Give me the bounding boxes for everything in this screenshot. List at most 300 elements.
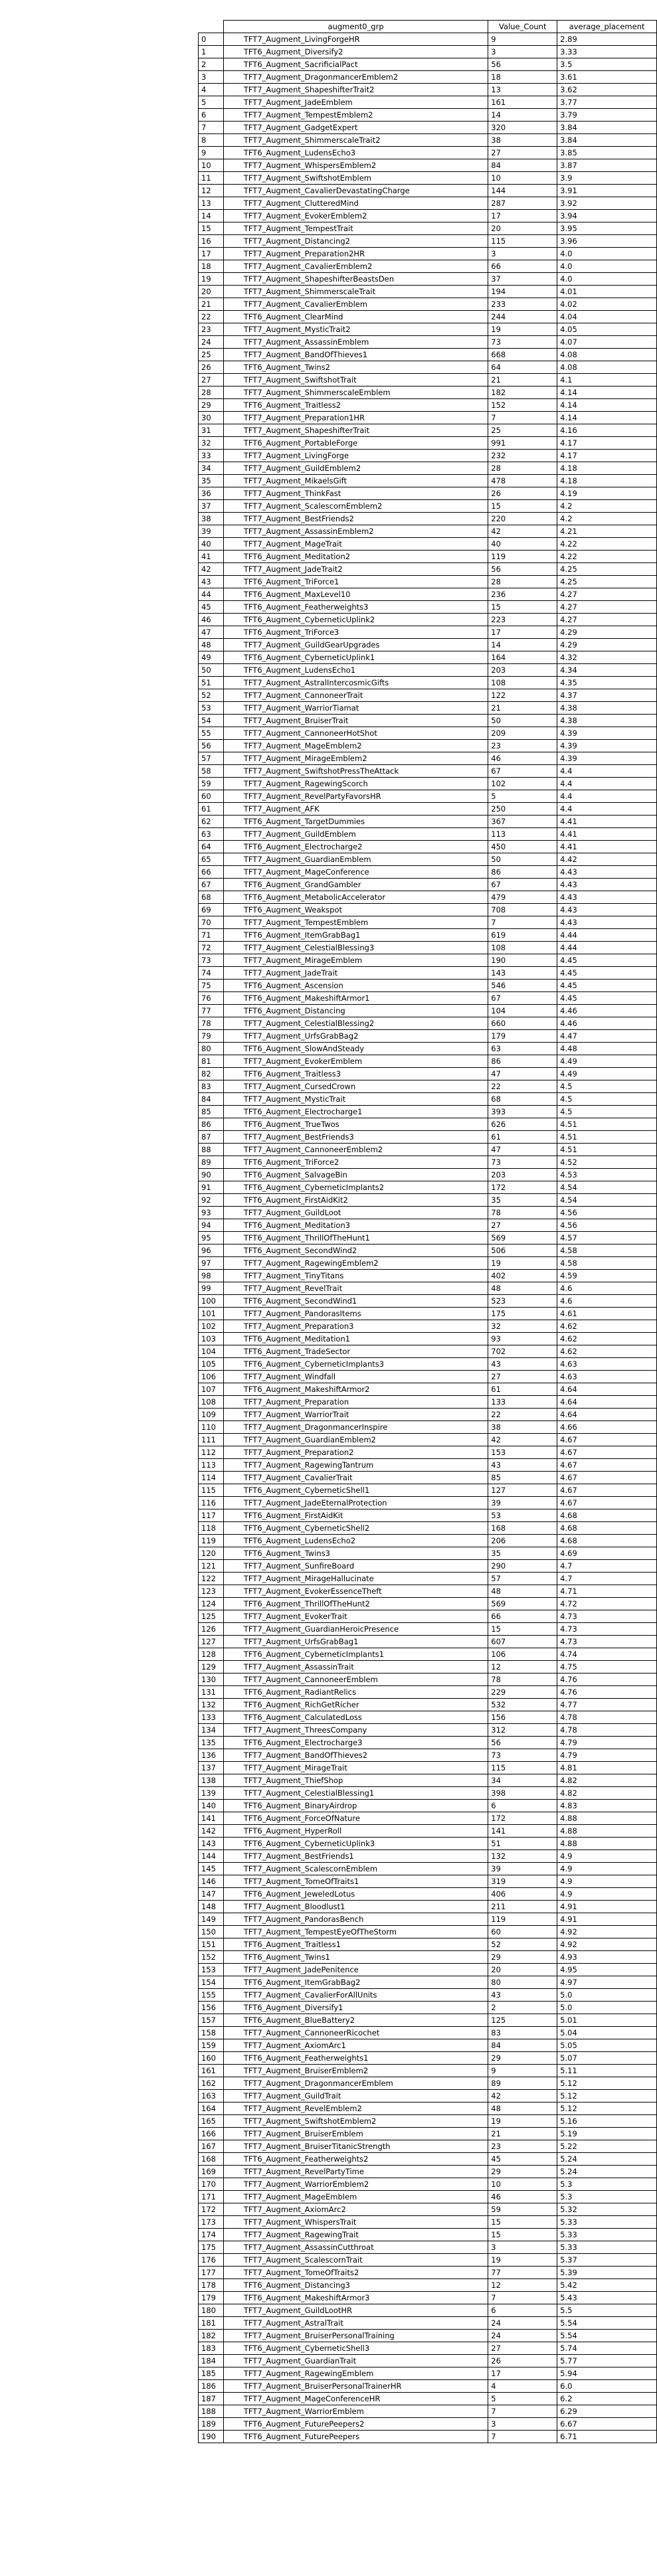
table-row xyxy=(199,1585,657,1598)
average-placement: 4.0 xyxy=(557,248,657,260)
table-row xyxy=(199,58,657,71)
table-row xyxy=(199,2191,657,2203)
value-count: 19 xyxy=(488,323,557,336)
value-count: 115 xyxy=(488,235,557,248)
table-row xyxy=(199,2405,657,2418)
table-row xyxy=(199,967,657,980)
value-count: 22 xyxy=(488,1080,557,1093)
average-placement: 4.04 xyxy=(557,311,657,323)
table-row xyxy=(199,2241,657,2254)
value-count: 172 xyxy=(488,1812,557,1825)
table-row xyxy=(199,2267,657,2279)
row-index: 126 xyxy=(199,1623,224,1636)
table-row xyxy=(199,1169,657,1181)
average-placement: 4.21 xyxy=(557,525,657,538)
value-count: 211 xyxy=(488,1901,557,1913)
augment-name: TFT7_Augment_AssassinEmblem2 xyxy=(223,525,488,538)
row-index: 31 xyxy=(199,424,224,437)
value-count: 17 xyxy=(488,210,557,222)
table-row xyxy=(199,96,657,109)
average-placement: 4.93 xyxy=(557,1951,657,1964)
table-row xyxy=(199,513,657,525)
average-placement: 4.51 xyxy=(557,1118,657,1131)
value-count: 23 xyxy=(488,2140,557,2153)
row-index: 190 xyxy=(199,2431,224,2443)
table-row xyxy=(199,689,657,702)
row-index: 51 xyxy=(199,677,224,689)
value-count: 50 xyxy=(488,715,557,727)
augment-name: TFT7_Augment_SwiftshotPressTheAttack xyxy=(223,765,488,778)
augment-name: TFT7_Augment_CelestialBlessing3 xyxy=(223,942,488,954)
table-row xyxy=(199,2292,657,2304)
value-count: 24 xyxy=(488,2317,557,2330)
row-index: 12 xyxy=(199,185,224,197)
row-index: 185 xyxy=(199,2367,224,2380)
average-placement: 5.19 xyxy=(557,2128,657,2140)
average-placement: 4.19 xyxy=(557,487,657,500)
value-count: 229 xyxy=(488,1686,557,1699)
table-row xyxy=(199,1661,657,1674)
average-placement: 4.67 xyxy=(557,1497,657,1509)
table-row xyxy=(199,576,657,588)
average-placement: 4.1 xyxy=(557,374,657,386)
value-count: 61 xyxy=(488,1383,557,1396)
augment-name: TFT6_Augment_GrandGambler xyxy=(223,879,488,891)
augment-name: TFT6_Augment_LudensEcho2 xyxy=(223,1535,488,1547)
value-count: 32 xyxy=(488,1320,557,1333)
value-count: 668 xyxy=(488,349,557,361)
row-index: 121 xyxy=(199,1560,224,1573)
table-row xyxy=(199,1648,657,1661)
row-index: 148 xyxy=(199,1901,224,1913)
augment-name: TFT7_Augment_RevelPartyTime xyxy=(223,2166,488,2178)
value-count: 56 xyxy=(488,1737,557,1749)
table-row xyxy=(199,1762,657,1774)
row-index: 70 xyxy=(199,916,224,929)
row-index: 100 xyxy=(199,1295,224,1308)
row-index: 157 xyxy=(199,2014,224,2027)
table-row xyxy=(199,46,657,58)
row-index: 11 xyxy=(199,172,224,185)
augment-name: TFT7_Augment_CavalierDevastatingCharge xyxy=(223,185,488,197)
row-index: 77 xyxy=(199,1005,224,1017)
augment-name: TFT7_Augment_EvokerEssenceTheft xyxy=(223,1585,488,1598)
table-row xyxy=(199,1711,657,1724)
row-index: 130 xyxy=(199,1674,224,1686)
table-row xyxy=(199,853,657,866)
table-row xyxy=(199,2393,657,2405)
table-row xyxy=(199,1194,657,1207)
row-index: 55 xyxy=(199,727,224,740)
value-count: 569 xyxy=(488,1232,557,1245)
table-row xyxy=(199,450,657,462)
table-row xyxy=(199,1371,657,1383)
augment-name: TFT6_Augment_CyberneticShell1 xyxy=(223,1484,488,1497)
value-count: 132 xyxy=(488,1850,557,1863)
value-count: 21 xyxy=(488,374,557,386)
augment-name: TFT7_Augment_RevelPartyFavorsHR xyxy=(223,790,488,803)
value-count: 153 xyxy=(488,1446,557,1459)
row-index: 37 xyxy=(199,500,224,513)
value-count: 85 xyxy=(488,1472,557,1484)
augment-name: TFT6_Augment_TriForce3 xyxy=(223,626,488,639)
augment-name: TFT6_Augment_Meditation3 xyxy=(223,1219,488,1232)
row-index: 188 xyxy=(199,2405,224,2418)
value-count: 29 xyxy=(488,2052,557,2065)
augment-name: TFT6_Augment_TrueTwos xyxy=(223,1118,488,1131)
row-index: 23 xyxy=(199,323,224,336)
augment-name: TFT7_Augment_BruiserTrait xyxy=(223,715,488,727)
average-placement: 4.27 xyxy=(557,614,657,626)
table-row xyxy=(199,1547,657,1560)
table-row xyxy=(199,1270,657,1282)
table-row xyxy=(199,1509,657,1522)
average-placement: 4.6 xyxy=(557,1282,657,1295)
table-row xyxy=(199,980,657,992)
table-row xyxy=(199,2002,657,2014)
row-index: 167 xyxy=(199,2140,224,2153)
value-count: 569 xyxy=(488,1598,557,1610)
average-placement: 4.43 xyxy=(557,904,657,916)
row-index: 35 xyxy=(199,475,224,487)
row-index: 88 xyxy=(199,1144,224,1156)
augment-name: TFT6_Augment_Electrocharge3 xyxy=(223,1737,488,1749)
row-index: 39 xyxy=(199,525,224,538)
value-count: 19 xyxy=(488,2254,557,2267)
row-index: 38 xyxy=(199,513,224,525)
row-index: 28 xyxy=(199,386,224,399)
row-index: 30 xyxy=(199,412,224,424)
augment-name: TFT7_Augment_MysticTrait xyxy=(223,1093,488,1106)
table-row xyxy=(199,286,657,298)
augment-name: TFT6_Augment_MakeshiftArmor2 xyxy=(223,1383,488,1396)
average-placement-column-header: average_placement xyxy=(557,21,657,33)
average-placement: 4.82 xyxy=(557,1774,657,1787)
augment-name: TFT7_Augment_WarriorTiamat xyxy=(223,702,488,715)
table-row xyxy=(199,1850,657,1863)
row-index: 22 xyxy=(199,311,224,323)
augment-name: TFT7_Augment_SwiftshotEmblem2 xyxy=(223,2115,488,2128)
average-placement: 4.91 xyxy=(557,1913,657,1926)
table-row xyxy=(199,2153,657,2166)
average-placement: 4.67 xyxy=(557,1484,657,1497)
augment-name: TFT7_Augment_LivingForgeHR xyxy=(223,33,488,46)
augment-name: TFT7_Augment_AxiomArc1 xyxy=(223,2039,488,2052)
value-count: 7 xyxy=(488,2405,557,2418)
row-index: 161 xyxy=(199,2065,224,2077)
average-placement: 2.89 xyxy=(557,33,657,46)
row-index: 60 xyxy=(199,790,224,803)
augment-name: TFT7_Augment_GuardianEmblem2 xyxy=(223,1434,488,1446)
table-row xyxy=(199,1446,657,1459)
value-count: 35 xyxy=(488,1547,557,1560)
value-count: 141 xyxy=(488,1825,557,1838)
table-row xyxy=(199,1383,657,1396)
average-placement: 4.6 xyxy=(557,1295,657,1308)
average-placement: 4.49 xyxy=(557,1055,657,1068)
average-placement: 4.38 xyxy=(557,702,657,715)
average-placement: 3.95 xyxy=(557,222,657,235)
augment-name: TFT6_Augment_TargetDummies xyxy=(223,816,488,828)
value-count: 15 xyxy=(488,601,557,614)
table-row xyxy=(199,2229,657,2241)
augment-name: TFT7_Augment_BruiserEmblem xyxy=(223,2128,488,2140)
table-row xyxy=(199,172,657,185)
average-placement: 3.85 xyxy=(557,147,657,159)
row-index: 8 xyxy=(199,134,224,147)
table-row xyxy=(199,752,657,765)
augment-name: TFT7_Augment_AxiomArc2 xyxy=(223,2203,488,2216)
average-placement: 4.39 xyxy=(557,740,657,752)
table-row xyxy=(199,790,657,803)
value-count: 35 xyxy=(488,1194,557,1207)
row-index: 128 xyxy=(199,1648,224,1661)
augment-name: TFT7_Augment_CelestialBlessing2 xyxy=(223,1017,488,1030)
augment-name: TFT7_Augment_TempestEmblem xyxy=(223,916,488,929)
value-count: 6 xyxy=(488,2304,557,2317)
row-index: 0 xyxy=(199,33,224,46)
augment-name: TFT6_Augment_RadiantRelics xyxy=(223,1686,488,1699)
table-row xyxy=(199,2431,657,2443)
augment-name: TFT7_Augment_RagewingTantrum xyxy=(223,1459,488,1472)
augment-name: TFT6_Augment_Twins1 xyxy=(223,1951,488,1964)
table-row xyxy=(199,1345,657,1358)
row-index: 41 xyxy=(199,551,224,563)
row-index: 94 xyxy=(199,1219,224,1232)
augment-name: TFT7_Augment_BruiserPersonalTraining xyxy=(223,2330,488,2342)
augment-name: TFT7_Augment_JadeTrait xyxy=(223,967,488,980)
average-placement: 4.72 xyxy=(557,1598,657,1610)
table-row xyxy=(199,1686,657,1699)
average-placement: 4.59 xyxy=(557,1270,657,1282)
table-row xyxy=(199,1030,657,1043)
augment-name: TFT7_Augment_Preparation2HR xyxy=(223,248,488,260)
average-placement: 4.52 xyxy=(557,1156,657,1169)
value-count: 20 xyxy=(488,1964,557,1976)
augment-name: TFT7_Augment_ShimmerscaleEmblem xyxy=(223,386,488,399)
value-count: 367 xyxy=(488,816,557,828)
average-placement: 4.18 xyxy=(557,475,657,487)
row-index: 119 xyxy=(199,1535,224,1547)
value-count: 3 xyxy=(488,248,557,260)
augment-name: TFT7_Augment_WarriorTrait xyxy=(223,1409,488,1421)
table-row xyxy=(199,1497,657,1509)
average-placement: 3.87 xyxy=(557,159,657,172)
row-index: 154 xyxy=(199,1976,224,1989)
average-placement: 3.94 xyxy=(557,210,657,222)
augment-name: TFT7_Augment_CannoneerRicochet xyxy=(223,2027,488,2039)
table-row xyxy=(199,626,657,639)
augment-name: TFT6_Augment_CyberneticShell3 xyxy=(223,2342,488,2355)
average-placement: 4.01 xyxy=(557,286,657,298)
augment-name: TFT7_Augment_ShimmerscaleTrait xyxy=(223,286,488,298)
value-count: 67 xyxy=(488,765,557,778)
augment-name: TFT6_Augment_LudensEcho3 xyxy=(223,147,488,159)
average-placement: 4.45 xyxy=(557,992,657,1005)
augment-name: TFT6_Augment_SacrificialPact xyxy=(223,58,488,71)
average-placement: 4.18 xyxy=(557,462,657,475)
average-placement: 4.0 xyxy=(557,273,657,286)
table-row xyxy=(199,2380,657,2393)
augment-name: TFT6_Augment_MakeshiftArmor1 xyxy=(223,992,488,1005)
average-placement: 4.82 xyxy=(557,1787,657,1800)
row-index: 158 xyxy=(199,2027,224,2039)
row-index: 139 xyxy=(199,1787,224,1800)
average-placement: 5.24 xyxy=(557,2153,657,2166)
table-row xyxy=(199,1976,657,1989)
row-index: 17 xyxy=(199,248,224,260)
row-index: 135 xyxy=(199,1737,224,1749)
average-placement: 4.79 xyxy=(557,1737,657,1749)
table-row xyxy=(199,437,657,450)
row-index: 25 xyxy=(199,349,224,361)
augment-name: TFT6_Augment_ForceOfNature xyxy=(223,1812,488,1825)
average-placement: 4.97 xyxy=(557,1976,657,1989)
value-count: 63 xyxy=(488,1043,557,1055)
table-row xyxy=(199,2166,657,2178)
augment-name: TFT7_Augment_ThinkFast xyxy=(223,487,488,500)
augment-name: TFT6_Augment_ThrillOfTheHunt2 xyxy=(223,1598,488,1610)
value-count: 51 xyxy=(488,1838,557,1850)
augment-name: TFT6_Augment_FuturePeepers xyxy=(223,2431,488,2443)
value-count: 7 xyxy=(488,2292,557,2304)
row-index: 59 xyxy=(199,778,224,790)
table-row xyxy=(199,1699,657,1711)
value-count: 250 xyxy=(488,803,557,816)
table-row xyxy=(199,1068,657,1080)
row-index: 62 xyxy=(199,816,224,828)
average-placement: 4.4 xyxy=(557,765,657,778)
table-row xyxy=(199,1144,657,1156)
row-index: 10 xyxy=(199,159,224,172)
value-count: 42 xyxy=(488,1434,557,1446)
table-row xyxy=(199,2279,657,2292)
header-row xyxy=(199,21,657,33)
value-count: 60 xyxy=(488,1926,557,1938)
table-row xyxy=(199,992,657,1005)
average-placement: 5.24 xyxy=(557,2166,657,2178)
value-count: 80 xyxy=(488,1976,557,1989)
augment-name: TFT7_Augment_ScalescornTrait xyxy=(223,2254,488,2267)
value-count: 77 xyxy=(488,2267,557,2279)
row-index: 99 xyxy=(199,1282,224,1295)
table-row xyxy=(199,361,657,374)
row-index: 133 xyxy=(199,1711,224,1724)
augment-name: TFT6_Augment_CyberneticUplink1 xyxy=(223,651,488,664)
table-row xyxy=(199,563,657,576)
value-count: 119 xyxy=(488,551,557,563)
average-placement: 4.07 xyxy=(557,336,657,349)
table-row xyxy=(199,2367,657,2380)
value-count: 236 xyxy=(488,588,557,601)
row-index: 142 xyxy=(199,1825,224,1838)
augment-name: TFT6_Augment_Ascension xyxy=(223,980,488,992)
average-placement: 4.2 xyxy=(557,500,657,513)
average-placement: 4.67 xyxy=(557,1446,657,1459)
row-index: 143 xyxy=(199,1838,224,1850)
augment-name: TFT7_Augment_CursedCrown xyxy=(223,1080,488,1093)
augment-name: TFT7_Augment_MirageEmblem2 xyxy=(223,752,488,765)
table-row xyxy=(199,1434,657,1446)
value-count: 991 xyxy=(488,437,557,450)
average-placement: 4.61 xyxy=(557,1308,657,1320)
average-placement: 4.81 xyxy=(557,1762,657,1774)
augment-name: TFT7_Augment_MageConferenceHR xyxy=(223,2393,488,2405)
average-placement: 4.5 xyxy=(557,1093,657,1106)
table-row xyxy=(199,538,657,551)
augment-name: TFT7_Augment_CannoneerEmblem xyxy=(223,1674,488,1686)
table-row xyxy=(199,525,657,538)
augment-name: TFT6_Augment_FuturePeepers2 xyxy=(223,2418,488,2431)
row-index: 47 xyxy=(199,626,224,639)
augment-name: TFT6_Augment_Diversify2 xyxy=(223,46,488,58)
augment-name: TFT7_Augment_BestFriends2 xyxy=(223,513,488,525)
augment-name: TFT7_Augment_ThreesCompany xyxy=(223,1724,488,1737)
average-placement: 5.05 xyxy=(557,2039,657,2052)
row-index: 104 xyxy=(199,1345,224,1358)
table-row xyxy=(199,2077,657,2090)
augment-name: TFT7_Augment_ShapeshifterBeastsDen xyxy=(223,273,488,286)
row-index: 141 xyxy=(199,1812,224,1825)
augment-name: TFT7_Augment_RevelTrait xyxy=(223,1282,488,1295)
value-count: 27 xyxy=(488,1371,557,1383)
average-placement: 5.12 xyxy=(557,2090,657,2103)
average-placement: 4.66 xyxy=(557,1421,657,1434)
value-count: 104 xyxy=(488,1005,557,1017)
row-index: 57 xyxy=(199,752,224,765)
augment-name: TFT7_Augment_GadgetExpert xyxy=(223,122,488,134)
average-placement: 4.35 xyxy=(557,677,657,689)
value-count: 64 xyxy=(488,361,557,374)
augment-name: TFT6_Augment_Diversify1 xyxy=(223,2002,488,2014)
row-index: 120 xyxy=(199,1547,224,1560)
row-index: 171 xyxy=(199,2191,224,2203)
table-row xyxy=(199,2115,657,2128)
value-count: 172 xyxy=(488,1181,557,1194)
augment-name: TFT6_Augment_TriForce1 xyxy=(223,576,488,588)
value-count: 47 xyxy=(488,1144,557,1156)
augment-name: TFT7_Augment_TomeOfTraits1 xyxy=(223,1875,488,1888)
value-count: 27 xyxy=(488,1219,557,1232)
value-count: 3 xyxy=(488,46,557,58)
value-count: 393 xyxy=(488,1106,557,1118)
augment-name: TFT7_Augment_MageConference xyxy=(223,866,488,879)
augment-name: TFT7_Augment_WarriorEmblem2 xyxy=(223,2178,488,2191)
augment-name: TFT6_Augment_Meditation2 xyxy=(223,551,488,563)
row-index: 96 xyxy=(199,1245,224,1257)
row-index: 82 xyxy=(199,1068,224,1080)
value-count: 106 xyxy=(488,1648,557,1661)
augment-name: TFT6_Augment_CyberneticImplants3 xyxy=(223,1358,488,1371)
row-index: 137 xyxy=(199,1762,224,1774)
average-placement: 4.64 xyxy=(557,1396,657,1409)
row-index: 178 xyxy=(199,2279,224,2292)
table-row xyxy=(199,2128,657,2140)
value-count: 29 xyxy=(488,1951,557,1964)
average-placement: 4.46 xyxy=(557,1005,657,1017)
augment-name: TFT6_Augment_ItemGrabBag2 xyxy=(223,1976,488,1989)
table-row xyxy=(199,1800,657,1812)
value-count: 46 xyxy=(488,2191,557,2203)
row-index: 46 xyxy=(199,614,224,626)
table-row xyxy=(199,2216,657,2229)
value-count: 125 xyxy=(488,2014,557,2027)
value-count: 25 xyxy=(488,424,557,437)
table-row xyxy=(199,2065,657,2077)
row-index: 52 xyxy=(199,689,224,702)
table-row xyxy=(199,159,657,172)
table-row xyxy=(199,1598,657,1610)
